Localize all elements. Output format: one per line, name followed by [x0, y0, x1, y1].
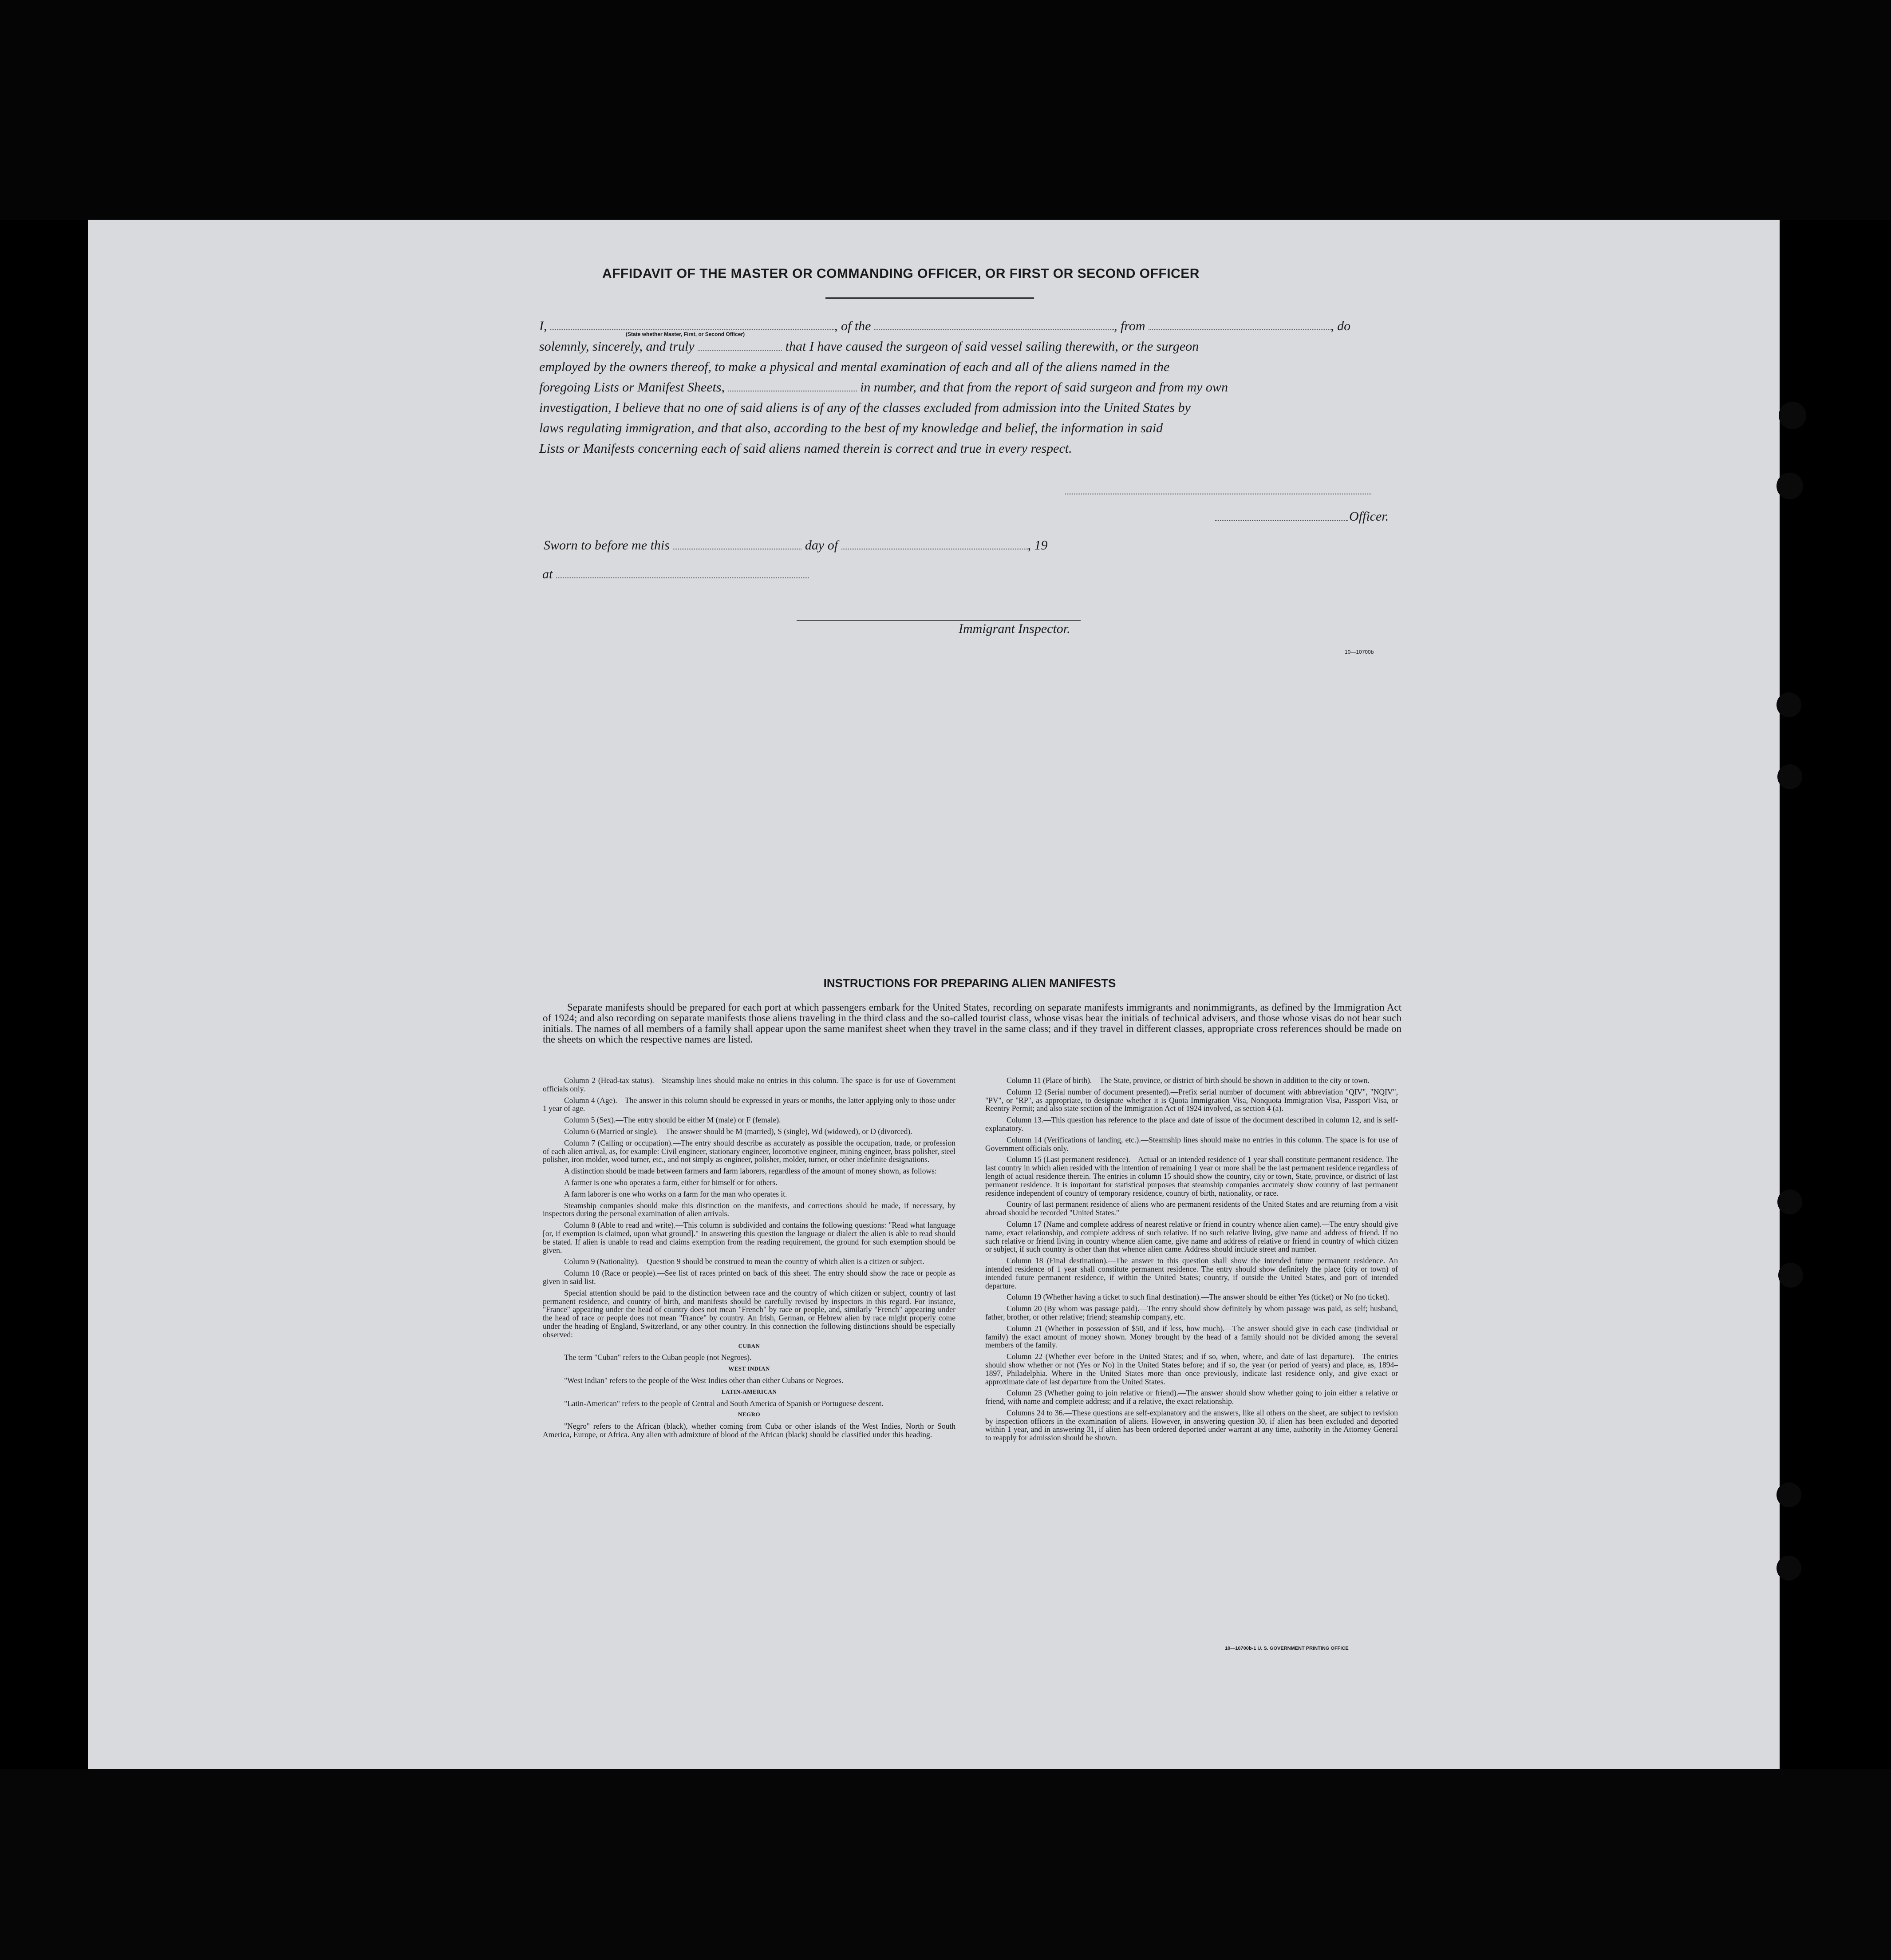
inspector-signature-line[interactable]: [797, 619, 1081, 621]
instruction-paragraph: Column 9 (Nationality).—Question 9 should be construed to mean the country of which alien is a citizen or subject.: [564, 1257, 924, 1266]
title-rule: [825, 297, 1034, 299]
instruction-paragraph: Column 10 (Race or people).—See list of races printed on back of this sheet. The entry should show the race or people as given in said list.: [543, 1268, 955, 1286]
instruction-paragraph: Column 12 (Serial number of document presented).—Prefix serial number of document with abbreviation "QIV", "NQIV", "PV", or "RP", as appropriate, to designate whether it is Quota Immigration Visa, Nonquota Immigration Visa, Passport Visa, or Reentry Permit; and also state section of the Immigration Act of 1924 involved, as section 4 (a).: [985, 1087, 1398, 1113]
film-border-top: [0, 0, 1891, 220]
officer-label: Officer.: [1349, 509, 1389, 524]
instructions-intro: Separate manifests should be prepared for each port at which passengers embark for the United States, recording on separate manifests immigrants and nonimmigrants, as defined by the Immigration Act of 1924; and also recording on separate manifests those aliens traveling in the third class and the so-called tourist class, whose visas bear the initials of technical advisers, and those whose visas do not bear such initials. The names of all members of a family shall appear upon the same manifest sheet when they travel in the same class; and if they travel in different classes, appropriate cross references should be made on the sheets on which the respective names are listed.: [543, 1002, 1401, 1045]
heading-cuban: CUBAN: [738, 1342, 760, 1349]
affidavit-line-5: investigation, I believe that no one of said aliens is of any of the classes excluded from admission into the United States by: [539, 400, 1191, 415]
affidavit-line-2: solemnly, sincerely, and truly that I have caused the surgeon of said vessel sailing therewith, or the surgeon: [539, 339, 1199, 354]
instruction-paragraph: A distinction should be made between farmers and farm laborers, regardless of the amount of money shown, as follows:: [564, 1166, 937, 1176]
instruction-paragraph: Column 4 (Age).—The answer in this column should be expressed in years or months, the latter applying only to those under 1 year of age.: [543, 1095, 955, 1113]
instruction-paragraph: Column 20 (By whom was passage paid).—The entry should show definitely by whom passage was paid, as self; husband, father, brother, or other relative; friend; steamship company, etc.: [985, 1304, 1398, 1321]
instruction-paragraph: Column 11 (Place of birth).—The State, province, or district of birth should be shown in addition to the city or town.: [1007, 1076, 1370, 1085]
instruction-paragraph: Column 18 (Final destination).—The answer to this question shall show the intended future permanent residence. An intended residence of 1 year shall constitute permanent residence. The entry should show definitely the place (city or town) of intended future permanent residence, if within the United States; country, if outside the United States, and port of intended departure.: [985, 1256, 1398, 1290]
instruction-paragraph: Country of last permanent residence of aliens who are permanent residents of the United States and are returning from a visit abroad should be recorded "United States.": [985, 1200, 1398, 1217]
rank-note: (State whether Master, First, or Second Officer): [626, 331, 745, 337]
officer-name-line[interactable]: [1215, 519, 1348, 521]
film-border-bottom: [0, 1769, 1891, 1960]
at-line: at: [542, 567, 809, 582]
affidavit-line-1: I, , of the , from , do: [539, 319, 1351, 333]
signature-line[interactable]: [1065, 493, 1371, 494]
instruction-paragraph: Column 6 (Married or single).—The answer should be M (married), S (single), Wd (widowed), or D (divorced).: [564, 1126, 912, 1136]
instruction-paragraph: Column 21 (Whether in possession of $50, and if less, how much).—The answer should give in each case (individual or family) the exact amount of money shown. Money brought by the head of a family should not be divided among the several members of the family.: [985, 1324, 1398, 1350]
instruction-paragraph: Steamship companies should make this distinction on the manifests, and corrections should be made, if necessary, by inspectors during the personal examination of alien arrivals.: [543, 1201, 955, 1218]
punch-hole-7: [1777, 1482, 1801, 1507]
instruction-paragraph: Column 13.—This question has reference to the place and date of issue of the document described in column 12, and is self-explanatory.: [985, 1115, 1398, 1133]
form-number: 10—10700b: [1345, 649, 1374, 655]
instruction-paragraph: Special attention should be paid to the distinction between race and the country of which citizen or subject, country of last permanent residence, and country of birth, and manifests should be carefully revised by inspectors in this regard. For instance, "France" appearing under the head of country does not mean "French" by race or people, and, similarly "French" appearing under the head of race or people does not mean "France" by country. An Irish, German, or Hebrew alien by race might properly come under the heading of England, Switzerland, or any other country. In this connection the following distinctions should be especially observed:: [543, 1288, 955, 1339]
punch-hole-2: [1777, 473, 1803, 499]
punch-hole-4: [1777, 764, 1802, 789]
instruction-paragraph: Columns 24 to 36.—These questions are self-explanatory and the answers, like all others on the sheet, are subject to revision by inspection officers in the examination of aliens. However, in answering question 30, if alien has been excluded and deported within 1 year, and in answering 31, if alien has been ordered deported under warrant at any time, authority in the Attorney General to reapply for admission should be shown.: [985, 1408, 1398, 1442]
affidavit-body: [539, 316, 1398, 459]
instruction-paragraph: Column 22 (Whether ever before in the United States; and if so, when, where, and date of last departure).—The entries should show whether or not (Yes or No) in the United States before; and if so, the year (or period of years) and place, as, 1894–1897, Philadelphia. Where in the United States more than once previously, indicate last residence only, and give exact or approximate date of last departure from the United States.: [985, 1352, 1398, 1386]
affidavit-line-6: laws regulating immigration, and that also, according to the best of my knowledge and belief, the information in said: [539, 421, 1163, 435]
latin-american-definition: "Latin-American" refers to the people of Central and South America of Spanish or Portuguese descent.: [564, 1399, 884, 1408]
officer-rank-field[interactable]: [550, 329, 834, 330]
sworn-day-field[interactable]: [673, 548, 801, 549]
instruction-paragraph: Column 15 (Last permanent residence).—Actual or an intended residence of 1 year shall constitute permanent residence. The last country in which alien resided with the intention of remaining 1 year or more shall be the last permanent residence regardless of length of actual residence therein. The entries in column 15 should show the country, city or town, State, province, or district of last permanent residence. It is important for statistical purposes that steamship companies accurately show country of last permanent residence independent of country of temporary residence, country of birth, nationality, or race.: [985, 1155, 1398, 1197]
affidavit-line-3: employed by the owners thereof, to make a physical and mental examination of each and all of the aliens named in the: [539, 360, 1170, 374]
punch-hole-5: [1777, 1189, 1802, 1214]
instruction-paragraph: Column 8 (Able to read and write).—This column is subdivided and contains the following questions: "Read what language [or, if exemption is claimed, upon what ground]." In answering this question the language or dialect the alien is able to read should be stated. If alien is unable to read and claims exemption from the reading requirement, the ground for such exemption should be given.: [543, 1221, 955, 1255]
printer-imprint: 10—10700b-1 U. S. GOVERNMENT PRINTING OFFICE: [1225, 1646, 1349, 1651]
west-indian-definition: "West Indian" refers to the people of the West Indies other than either Cubans or Negroes.: [564, 1375, 844, 1385]
heading-west-indian: WEST INDIAN: [728, 1365, 770, 1372]
instructions-left-column: [543, 1076, 955, 1442]
vessel-name-field[interactable]: [874, 329, 1114, 330]
affidavit-line-4: foregoing Lists or Manifest Sheets, in number, and that from the report of said surgeon and from my own: [539, 380, 1228, 395]
affidavit-title: AFFIDAVIT OF THE MASTER OR COMMANDING OFFICER, OR FIRST OR SECOND OFFICER: [602, 266, 1200, 281]
instruction-paragraph: Column 5 (Sex).—The entry should be either M (male) or F (female).: [564, 1115, 781, 1125]
alien-count-field[interactable]: [728, 390, 857, 391]
heading-latin-american: LATIN-AMERICAN: [721, 1388, 777, 1395]
instruction-paragraph: A farmer is one who operates a farm, either for himself or for others.: [564, 1178, 778, 1187]
instruction-paragraph: Column 14 (Verifications of landing, etc.).—Steamship lines should make no entries in this column. The space is for use of Government officials only.: [985, 1135, 1398, 1153]
oath-field[interactable]: [698, 349, 782, 351]
sworn-month-field[interactable]: [841, 548, 1028, 549]
punch-hole-3: [1777, 692, 1801, 717]
instruction-paragraph: Column 7 (Calling or occupation).—The entry should describe as accurately as possible the occupation, trade, or profession of each alien arrival, as, for example: Civil engineer, stationary engineer, locomotive engineer, mining engineer, brass polisher, steel polisher, iron molder, wood turner, etc., and not simply as engineer, polisher, molder, turner, or other indefinite designations.: [543, 1138, 955, 1164]
heading-negro: NEGRO: [738, 1411, 761, 1418]
place-field[interactable]: [556, 577, 809, 578]
instructions-title: INSTRUCTIONS FOR PREPARING ALIEN MANIFESTS: [823, 976, 1116, 990]
cuban-definition: The term "Cuban" refers to the Cuban people (not Negroes).: [564, 1353, 752, 1362]
punch-hole-1: [1779, 402, 1806, 429]
sworn-line: Sworn to before me this day of , 19: [544, 538, 1048, 553]
punch-hole-6: [1778, 1263, 1803, 1288]
instruction-paragraph: Column 19 (Whether having a ticket to such final destination).—The answer should be either Yes (ticket) or No (no ticket).: [1007, 1292, 1390, 1302]
instructions-right-column: [985, 1076, 1398, 1445]
port-field[interactable]: [1149, 329, 1330, 330]
instruction-paragraph: Column 2 (Head-tax status).—Steamship lines should make no entries in this column. The space is for use of Government officials only.: [543, 1076, 955, 1093]
inspector-label: Immigrant Inspector.: [959, 621, 1070, 636]
instruction-paragraph: Column 23 (Whether going to join relative or friend).—The answer should show whether going to join either a relative or friend, with name and complete address; and if a relative, the exact relationship.: [985, 1388, 1398, 1406]
punch-hole-8: [1777, 1556, 1801, 1581]
negro-definition: "Negro" refers to the African (black), whether coming from Cuba or other islands of the West Indies, North or South America, Europe, or Africa. Any alien with admixture of blood of the African (black) should be classified under this heading.: [543, 1422, 955, 1439]
instruction-paragraph: Column 17 (Name and complete address of nearest relative or friend in country whence alien came).—The entry should give name, exact relationship, and complete address of such relative. If no such relative living, give name and address of friend. If no such relative or friend living in country whence alien came, give name and address of relative or friend in country of which citizen or subject, if such country is other than that whence alien came. Address should include street and number.: [985, 1219, 1398, 1254]
instruction-paragraph: A farm laborer is one who works on a farm for the man who operates it.: [564, 1189, 787, 1198]
affidavit-line-7: Lists or Manifests concerning each of said aliens named therein is correct and true in every respect.: [539, 441, 1072, 456]
